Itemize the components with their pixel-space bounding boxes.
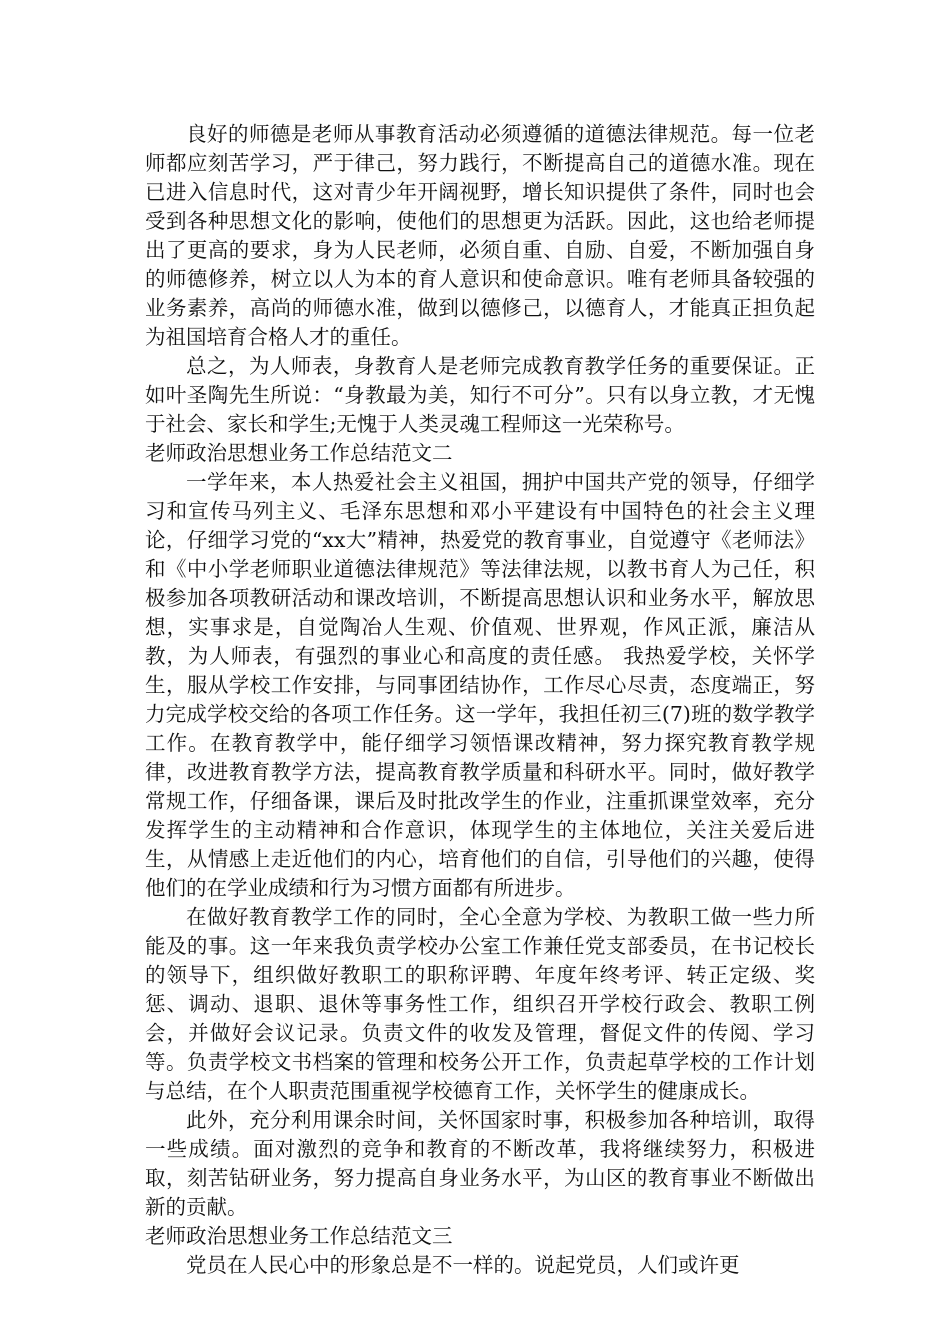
section-heading-2: 老师政治思想业务工作总结范文二 xyxy=(145,441,453,465)
paragraph-conclusion: 总之，为人师表，身教育人是老师完成教育教学任务的重要保证。正如叶圣陶先生所说：“身教最为美，知行不可分”。只有以身立教，才无愧于社会、家长和学生;无愧于人类灵魂工程师这一光荣称号。 xyxy=(145,354,815,436)
paragraph-year-review: 一学年来，本人热爱社会主义祖国，拥护中国共产党的领导，仔细学习和宣传马列主义、毛泽东思想和邓小平建设有中国特色的社会主义理论，仔细学习党的“xx大”精神，热爱党的教育事业，自觉遵守《老师法》和《中小学老师职业道德法律规范》等法律法规，以教书育人为己任，积极参加各项教研活动和课改培训，不断提高思想认识和业务水平，解放思想，实事求是，自觉陶冶人生观、价值观、世界观，作风正派，廉洁从教，为人师表，有强烈的事业心和高度的责任感。 我热爱学校，关怀学生，服从学校工作安排，与同事团结协作，工作尽心尽责，态度端正，努力完成学校交给的各项工作任务。这一学年，我担任初三(7)班的数学教学工作。在教育教学中，能仔细学习领悟课改精神，努力探究教育教学规律，改进教育教学方法，提高教育教学质量和科研水平。同时，做好教学常规工作，仔细备课，课后及时批改学生的作业，注重抓课堂效率，充分发挥学生的主动精神和合作意识，体现学生的主体地位，关注关爱后进生，从情感上走近他们的内心，培育他们的自信，引导他们的兴趣，使得他们的在学业成绩和行为习惯方面都有所进步。 xyxy=(145,470,815,900)
paragraph-training: 此外，充分利用课余时间，关怀国家时事，积极参加各种培训，取得一些成绩。面对激烈的竞争和教育的不断改革，我将继续努力，积极进取，刻苦钻研业务，努力提高自身业务水平，为山区的教育事业不断做出新的贡献。 xyxy=(145,1108,815,1219)
paragraph-teacher-ethics: 良好的师德是老师从事教育活动必须遵循的道德法律规范。每一位老师都应刻苦学习，严于律己，努力践行，不断提高自己的道德水准。现在已进入信息时代，这对青少年开阔视野，增长知识提供了条件，同时也会受到各种思想文化的影响，使他们的思想更为活跃。因此，这也给老师提出了更高的要求，身为人民老师，必须自重、自励、自爱，不断加强自身的师德修养，树立以人为本的育人意识和使命意识。唯有老师具备较强的业务素养，高尚的师德水准，做到以德修己，以德育人，才能真正担负起为祖国培育合格人才的重任。 xyxy=(145,122,815,349)
paragraph-office-work: 在做好教育教学工作的同时，全心全意为学校、为教职工做一些力所能及的事。这一年来我负责学校办公室工作兼任党支部委员，在书记校长的领导下，组织做好教职工的职称评聘、年度年终考评、转正定级、奖惩、调动、退职、退休等事务性工作，组织召开学校行政会、教职工例会，并做好会议记录。负责文件的收发及管理，督促文件的传阅、学习等。负责学校文书档案的管理和校务公开工作，负责起草学校的工作计划与总结，在个人职责范围重视学校德育工作，关怀学生的健康成长。 xyxy=(145,905,815,1103)
document-page xyxy=(145,120,815,1280)
paragraph-party-member: 党员在人民心中的形象总是不一样的。说起党员，人们或许更 xyxy=(186,1253,740,1277)
section-heading-3: 老师政治思想业务工作总结范文三 xyxy=(145,1224,453,1248)
